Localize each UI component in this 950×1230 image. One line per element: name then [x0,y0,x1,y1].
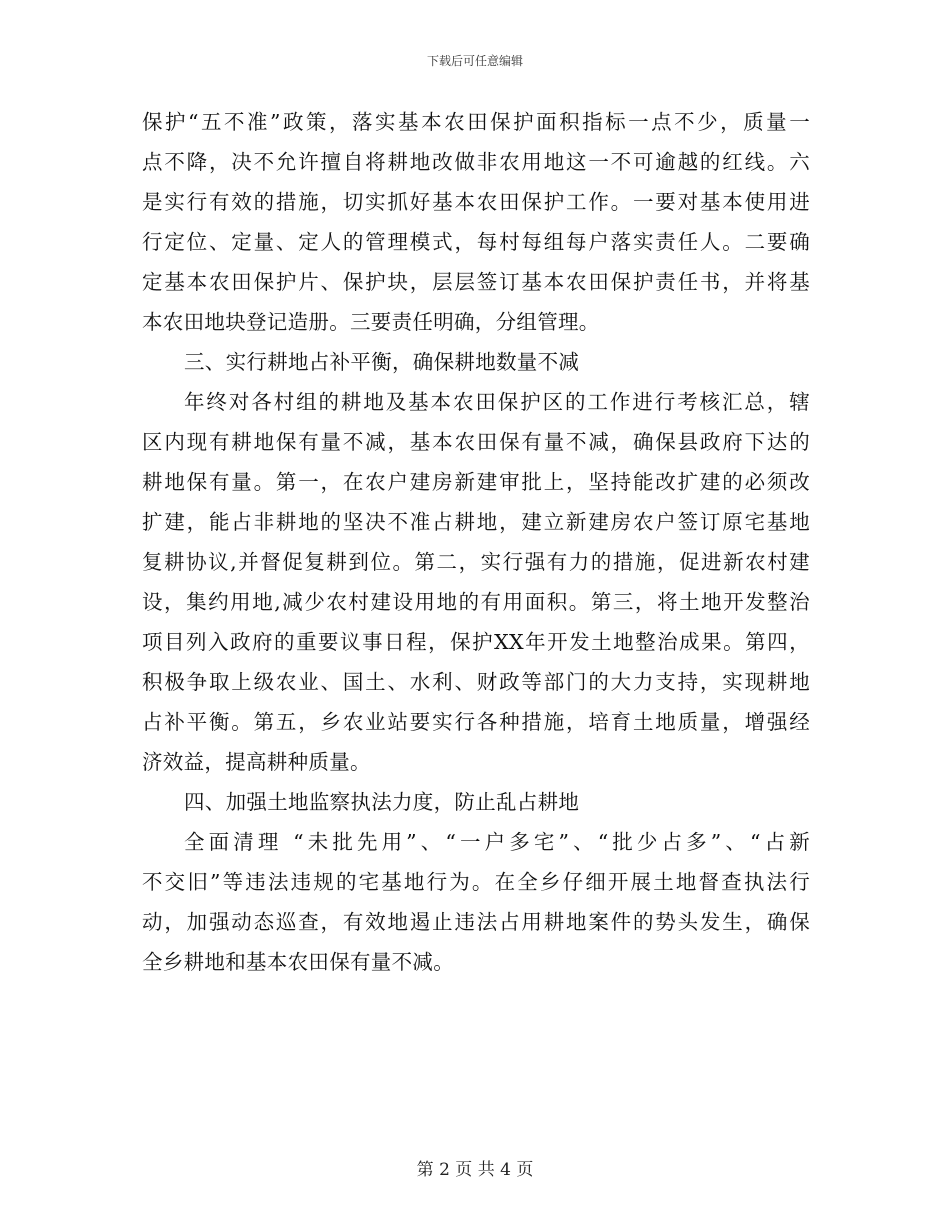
section-heading: 四、加强土地监察执法力度，防止乱占耕地 [184,790,580,814]
text-line: 本农田地块登记造册。三要责任明确，分组管理。 [142,310,600,334]
text-line: 全乡耕地和基本农田保有量不减。 [142,950,454,974]
text-line: 扩建，能占非耕地的坚决不准占耕地，建立新建房农户签订原宅基地 [142,510,810,534]
text-line: 积极争取上级农业、国土、水利、财政等部门的大力支持，实现耕地 [142,670,810,694]
text-line: 是实行有效的措施，切实抓好基本农田保护工作。一要对基本使用进 [142,190,810,214]
text-line: 定基本农田保护片、保护块，层层签订基本农田保护责任书，并将基 [142,270,810,294]
text-line: 年终对各村组的耕地及基本农田保护区的工作进行考核汇总，辖 [184,390,810,414]
text-line: 行定位、定量、定人的管理模式，每村每组每户落实责任人。二要确 [142,230,810,254]
section-heading: 三、实行耕地占补平衡，确保耕地数量不减 [184,350,580,374]
text-line: 耕地保有量。第一，在农户建房新建审批上，坚持能改扩建的必须改 [142,470,810,494]
text-line: 全面清理 “未批先用”、“一户多宅”、“批少占多”、“占新 [184,830,810,854]
text-line: 项目列入政府的重要议事日程，保护XX年开发土地整治成果。第四， [142,630,810,654]
text-line: 动，加强动态巡查，有效地遏止违法占用耕地案件的势头发生，确保 [142,910,810,934]
text-line: 区内现有耕地保有量不减，基本农田保有量不减，确保县政府下达的 [142,430,810,454]
text-line: 不交旧”等违法违规的宅基地行为。在全乡仔细开展土地督查执法行 [142,870,810,894]
text-line: 保护“五不准”政策，落实基本农田保护面积指标一点不少，质量一 [142,110,810,134]
text-line: 点不降，决不允许擅自将耕地改做非农用地这一不可逾越的红线。六 [142,150,810,174]
page-number: 第 2 页 共 4 页 [416,1160,534,1180]
text-line: 济效益，提高耕种质量。 [142,750,371,774]
text-line: 设，集约用地,减少农村建设用地的有用面积。第三，将土地开发整治 [142,590,810,614]
text-line: 复耕协议,并督促复耕到位。第二，实行强有力的措施，促进新农村建 [142,550,810,574]
document-body [142,102,810,982]
page-header: 下载后可任意编辑 [426,54,523,68]
text-line: 占补平衡。第五，乡农业站要实行各种措施，培育土地质量，增强经 [142,710,810,734]
